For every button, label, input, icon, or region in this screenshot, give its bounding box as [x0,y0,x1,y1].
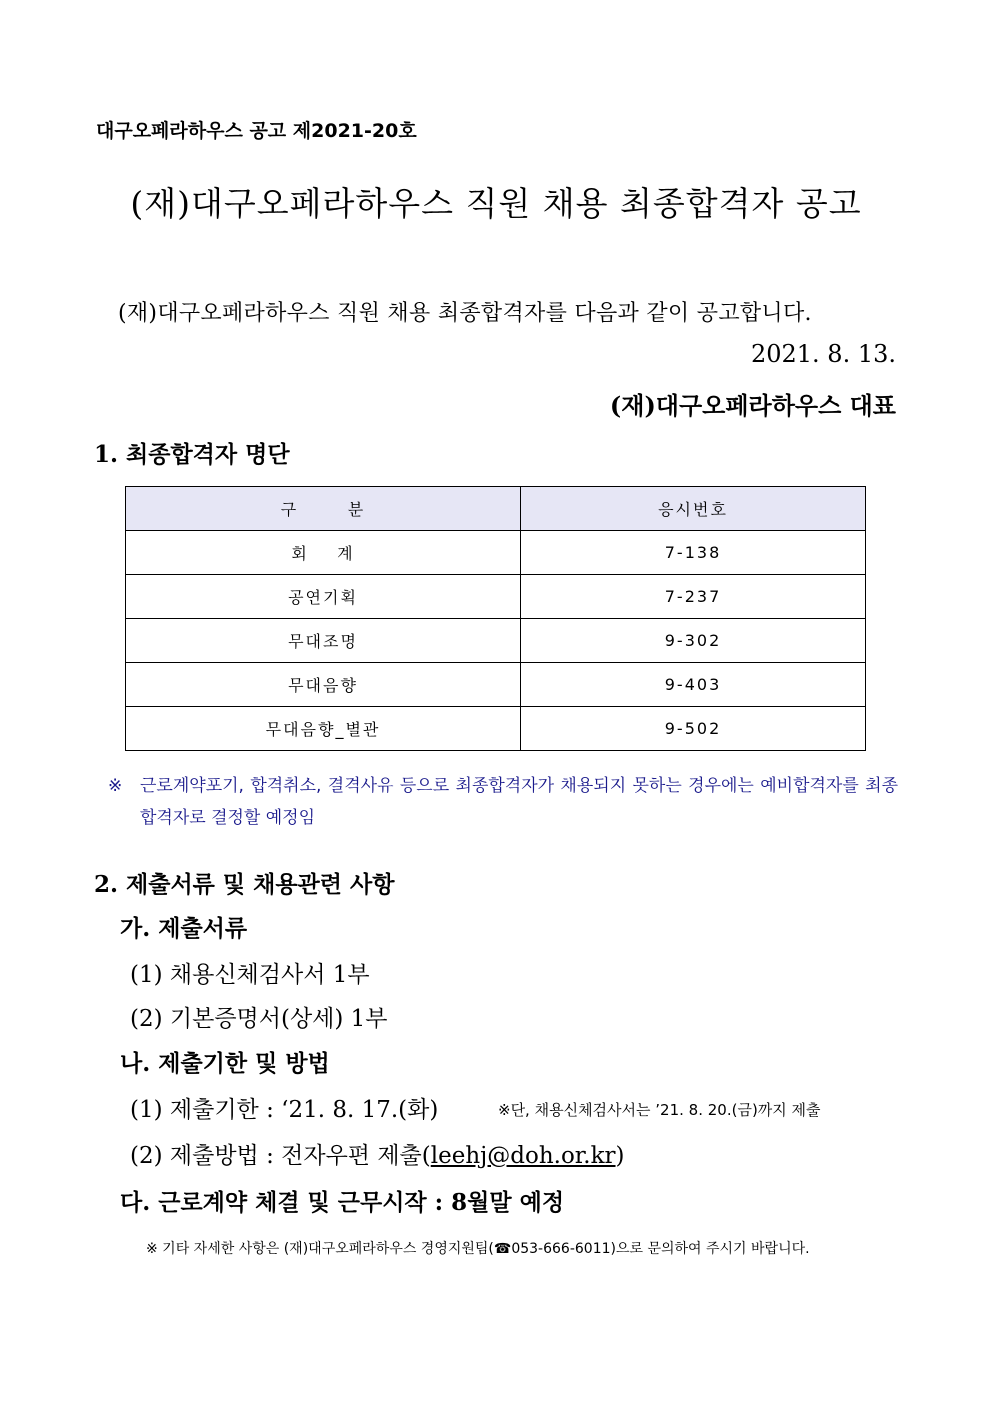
submission-method [130,1137,625,1170]
method-suffix: ) [615,1143,625,1169]
notice-number: 대구오페라하우스 공고 제2021-20호 [96,120,417,142]
notice-date: 2021. 8. 13. [750,340,896,368]
method-prefix: (2) 제출방법 : 전자우편 제출( [130,1143,431,1169]
page-title: (재)대구오페라하우스 직원 채용 최종합격자 공고 [130,184,862,223]
signature: (재)대구오페라하우스 대표 [609,391,896,420]
row-number: 7-237 [521,575,866,619]
table-row [126,619,866,663]
table-row [126,575,866,619]
table-row [126,663,866,707]
section-1-heading: 1. 최종합격자 명단 [94,441,290,468]
column-header-number: 응시번호 [521,487,866,531]
row-category: 무대음향_별관 [126,707,521,751]
documents-heading: 가. 제출서류 [120,915,248,942]
column-header-category: 구 분 [126,487,521,531]
deadline-heading: 나. 제출기한 및 방법 [120,1050,330,1077]
document-item: (2) 기본증명서(상세) 1부 [130,1006,388,1032]
table-header-row [126,487,866,531]
row-category: 무대음향 [126,663,521,707]
table-row [126,707,866,751]
row-number: 9-403 [521,663,866,707]
row-number: 7-138 [521,531,866,575]
deadline-item: (1) 제출기한 : ‘21. 8. 17.(화) [130,1097,439,1123]
section-2-heading: 2. 제출서류 및 채용관련 사항 [94,871,395,898]
row-number: 9-502 [521,707,866,751]
row-category: 공연기획 [126,575,521,619]
intro-text: (재)대구오페라하우스 직원 채용 최종합격자를 다음과 같이 공고합니다. [118,301,812,326]
results-table [125,486,866,751]
row-number: 9-302 [521,619,866,663]
row-category: 회 계 [126,531,521,575]
reserve-note [108,770,898,834]
row-category: 무대조명 [126,619,521,663]
note-text: 근로계약포기, 합격취소, 결격사유 등으로 최종합격자가 채용되지 못하는 경우에는 예비합격자를 최종합격자로 결정할 예정임 [140,776,898,828]
email-link[interactable]: leehj@doh.or.kr [430,1143,616,1169]
note-mark: ※ [108,776,123,796]
contact-note: ※ 기타 자세한 사항은 (재)대구오페라하우스 경영지원팀(☎053-666-6011)으로 문의하여 주시기 바랍니다. [146,1241,810,1257]
table-row [126,531,866,575]
contract-heading: 다. 근로계약 체결 및 근무시작 : 8월말 예정 [120,1189,565,1216]
deadline-note: ※단, 채용신체검사서는 ’21. 8. 20.(금)까지 제출 [498,1101,821,1119]
document-item: (1) 채용신체검사서 1부 [130,962,370,988]
